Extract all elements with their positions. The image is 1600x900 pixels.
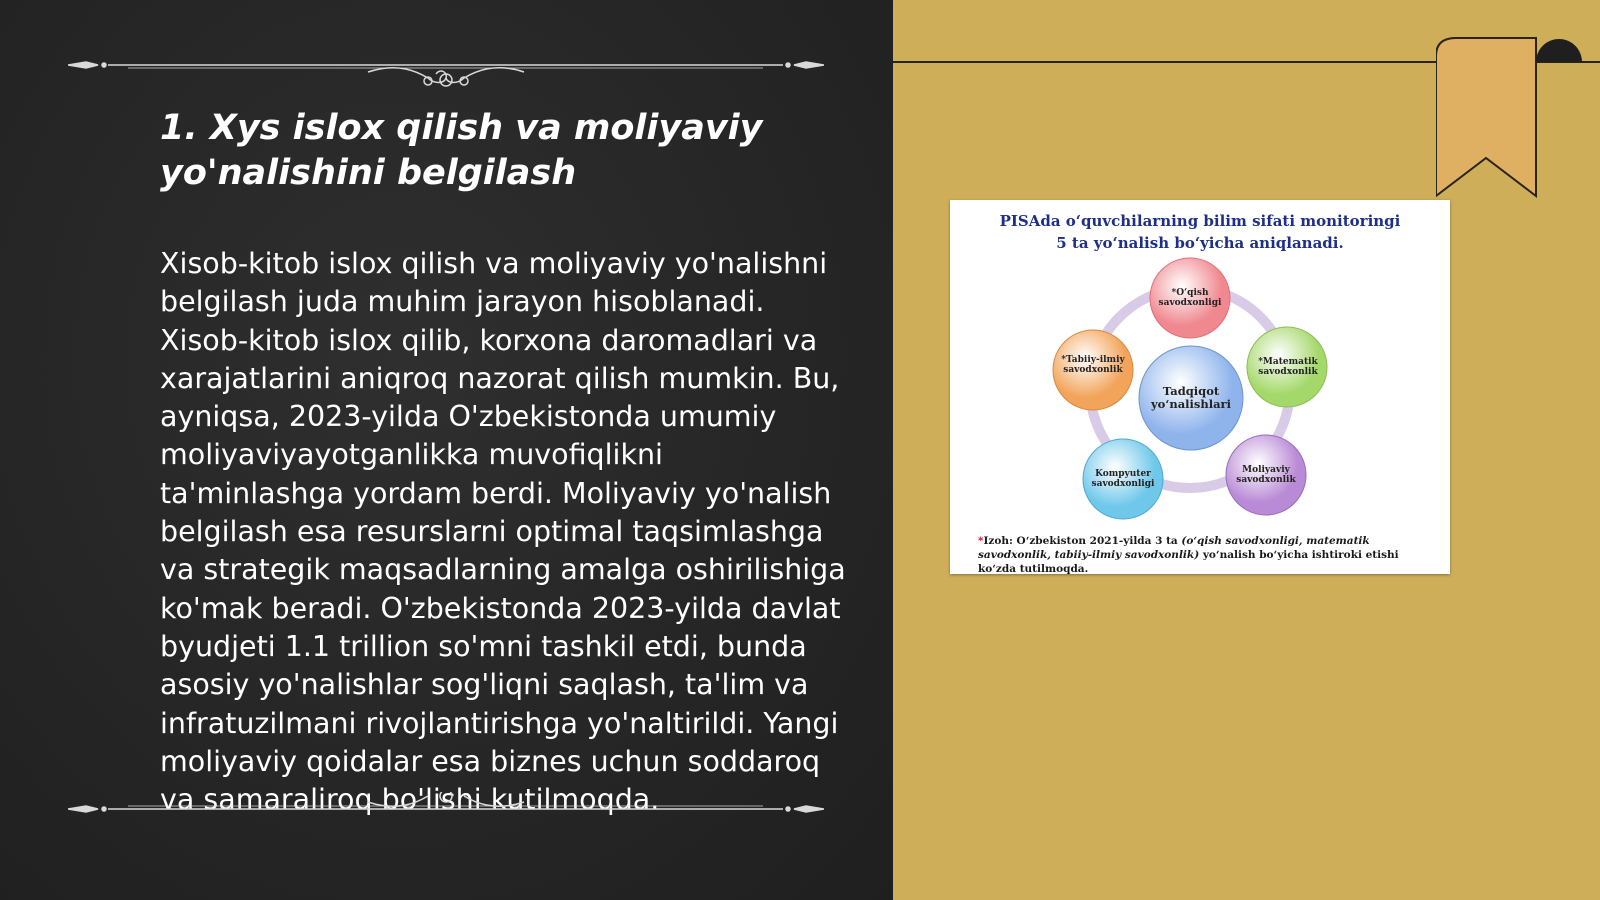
figure-note: *Izoh: O‘zbekiston 2021-yilda 3 ta (o‘qish savodxonligi, matematik savodxonlik, tabiiy-ilmiy savodxonlik) yo‘nalish bo‘yicha ishtiroki etishi ko‘zda tutilmoqda. (978, 535, 1399, 575)
node-label-reading: *O‘qish savodxonligi (1158, 288, 1222, 308)
figure-title-line1: PISAda o‘quvchilarning bilim sifati monitoringi (999, 212, 1401, 230)
node-label-science: *Tabiiy-ilmiy savodxonlik (1061, 355, 1125, 375)
node-label-finance: Moliyaviy savodxonlik (1236, 465, 1296, 485)
figure-title-line2: 5 ta yo‘nalish bo‘yicha aniqlanadi. (1056, 234, 1344, 252)
note-suffix: yo‘nalish bo‘yicha ishtiroki etishi ko‘zda tutilmoqda. (978, 549, 1399, 575)
node-label-computer: Kompyuter savodxonligi (1091, 469, 1155, 489)
slide-body-text: Xisob-kitob islox qilish va moliyaviy yo'nalishni belgilash juda muhim jarayon hisoblanadi. Xisob-kitob islox qilib, korxona daromadlari va xarajatlarini aniqroq nazorat qilish mumkin. Bu, ayniqsa, 2023-yilda O'zbekistonda umumiy moliyaviyayotganlikka muvofiqlikni ta'minlashga yordam berdi. Moliyaviy yo'nalish belgilash esa resurslarni optimal taqsimlashga va strategik maqsadlarning amalga oshirilishiga ko'mak beradi. O'zbekistonda 2023-yilda davlat byudjeti 1.1 trillion so'mni tashkil etdi, bunda asosiy yo'nalishlar sog'liqni saqlash, ta'lim va infratuzilmani rivojlantirishga yo'naltirildi. Yangi moliyaviy qoidalar esa biznes uchun soddaroq va samaraliroq bo'lishi kutilmoqda. (160, 247, 846, 817)
note-prefix: Izoh: O‘zbekiston 2021-yilda 3 ta (983, 535, 1178, 547)
node-label-center: Tadqiqot yo‘nalishlari (1151, 384, 1231, 411)
slide-title: 1. Xys islox qilish va moliyaviy yo'nalishini belgilash (160, 108, 763, 193)
note-italic: (o‘qish savodxonligi, matematik savodxonlik, tabiiy-ilmiy savodxonlik) (978, 535, 1370, 561)
ornament-divider-top-icon (68, 48, 824, 88)
bookmark-ribbon-icon (1436, 36, 1596, 206)
pisa-diagram-figure (950, 200, 1450, 574)
node-label-math: *Matematik savodxonlik (1258, 357, 1318, 377)
ornament-divider-bottom-icon (68, 792, 824, 832)
